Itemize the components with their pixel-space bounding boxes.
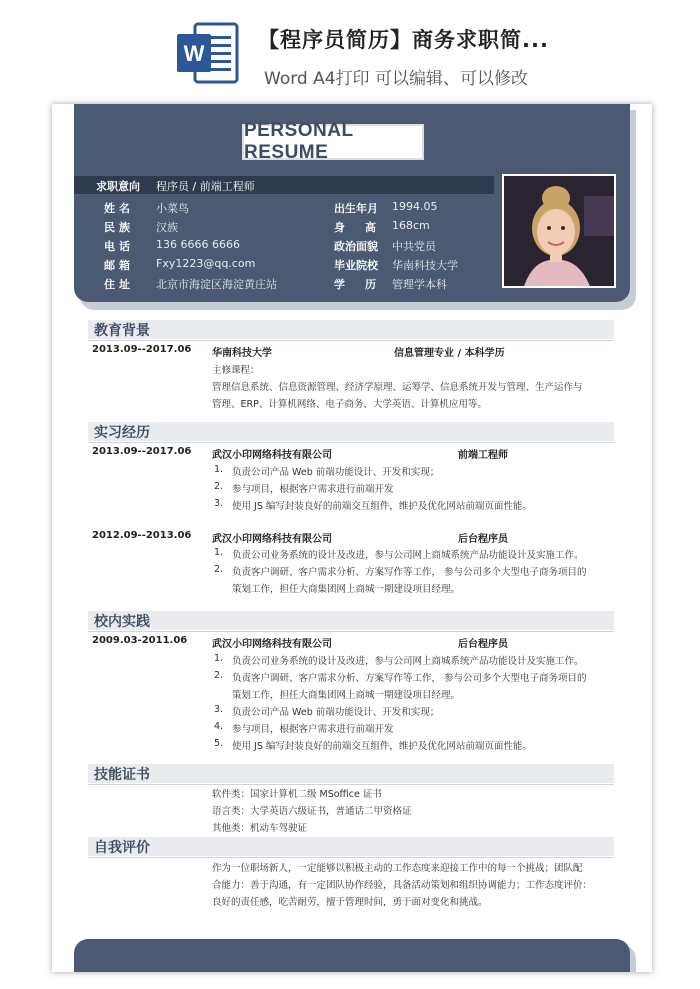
campus-item: 参与项目，根据客户需求进行前端开发 [232,724,394,735]
section-divider [88,631,614,632]
degree-label: 学历 [334,278,396,291]
self-eval-line: 作为一位职场新人，一定能够以积极主动的工作态度来迎接工作中的每一个挑战；团队配 [212,863,583,874]
list-number: 2. [214,481,224,492]
job-company: 武汉小印网络科技有限公司 [212,450,332,461]
height-value: 168cm [392,219,430,232]
list-number: 3. [214,704,224,715]
list-number: 2. [214,564,224,575]
list-number: 5. [214,738,224,749]
self-eval-section-bar [88,837,614,856]
birth-label: 出生年月 [334,202,378,215]
job-date: 2012.09--2013.06 [92,530,192,541]
intent-value: 程序员 / 前端工程师 [156,180,255,193]
phone-label: 电话 [104,240,134,253]
job-role: 后台程序员 [458,534,508,545]
political-value: 中共党员 [392,240,436,253]
education-major: 信息管理专业 / 本科学历 [394,348,505,359]
campus-item: 负责公司产品 Web 前端功能设计、开发和实现； [232,707,440,718]
job-item: 负责公司产品 Web 前端功能设计、开发和实现； [232,467,440,478]
resume-page [52,104,652,972]
email-value: Fxy1223@qq.com [156,257,256,270]
section-divider [88,340,614,341]
skills-line: 软件类：国家计算机二级 MSoffice 证书 [212,789,382,800]
campus-heading: 校内实践 [94,614,150,630]
document-subtitle: Word A4打印 可以编辑、可以修改 [264,69,528,89]
name-value: 小菜鸟 [156,202,189,215]
phone-value: 136 6666 6666 [156,238,240,251]
word-document-icon [175,20,241,86]
school-value: 华南科技大学 [392,259,458,272]
skills-heading: 技能证书 [94,767,150,783]
intent-label: 求职意向 [96,180,140,193]
section-divider [88,784,614,785]
courses-line: 管理信息系统、信息资源管理、经济学原理、运筹学、信息系统开发与管理、生产运作与 [212,382,583,393]
campus-item: 负责客户调研、客户需求分析、方案写作等工作， 参与公司多个大型电子商务项目的 [232,673,587,684]
job-item: 使用 JS 编写封装良好的前端交互组件，维护及优化网站前端页面性能。 [232,501,532,512]
internship-heading: 实习经历 [94,425,150,441]
campus-date: 2009.03-2011.06 [92,635,188,646]
list-number: 4. [214,721,224,732]
list-number: 2. [214,670,224,681]
profile-photo [502,174,616,288]
education-section-bar [88,320,614,339]
resume-title: PERSONAL RESUME [242,124,424,160]
degree-value: 管理学本科 [392,278,447,291]
list-number: 1. [214,547,224,558]
email-label: 邮箱 [104,259,134,272]
job-item: 策划工作，担任大商集团网上商城一期建设项目经理。 [232,584,461,595]
word-icon-letter: W [183,41,205,66]
job-role: 前端工程师 [458,450,508,461]
internship-section-bar [88,422,614,441]
address-label: 住址 [104,278,134,291]
skills-section-bar [88,764,614,783]
self-eval-heading: 自我评价 [94,840,150,856]
campus-role: 后台程序员 [458,639,508,650]
campus-item: 使用 JS 编写封装良好的前端交互组件，维护及优化网站前端页面性能。 [232,741,532,752]
list-number: 3. [214,498,224,509]
section-divider [88,442,614,443]
courses-line: 管理、ERP、计算机网络、电子商务、大学英语、计算机应用等。 [212,399,487,410]
campus-section-bar [88,611,614,630]
section-divider [88,857,614,858]
self-eval-line: 合能力：善于沟通，有一定团队协作经验，具备活动策划和组织协调能力；工作态度评价： [212,880,593,891]
education-school: 华南科技大学 [212,348,272,359]
campus-item: 负责公司业务系统的设计及改进，参与公司网上商城系统产品功能设计及实施工作。 [232,656,584,667]
address-value: 北京市海淀区海淀黄庄站 [156,278,277,291]
job-item: 负责客户调研、客户需求分析、方案写作等工作， 参与公司多个大型电子商务项目的 [232,567,587,578]
resume-footer-panel [74,939,630,972]
ethnicity-label: 民族 [104,221,134,234]
education-heading: 教育背景 [94,323,150,339]
height-label: 身高 [334,221,396,234]
job-company: 武汉小印网络科技有限公司 [212,534,332,545]
job-item: 负责公司业务系统的设计及改进，参与公司网上商城系统产品功能设计及实施工作。 [232,550,584,561]
ethnicity-value: 汉族 [156,221,178,234]
campus-company: 武汉小印网络科技有限公司 [212,639,332,650]
self-eval-line: 良好的责任感，吃苦耐劳，擅于管理时间，勇于面对变化和挑战。 [212,897,488,908]
document-header [0,0,700,100]
political-label: 政治面貌 [334,240,378,253]
job-date: 2013.09--2017.06 [92,446,192,457]
list-number: 1. [214,464,224,475]
skills-line: 语言类：大学英语六级证书，普通话二甲资格证 [212,806,412,817]
education-date: 2013.09--2017.06 [92,344,192,355]
document-title: 【程序员简历】商务求职简... [258,28,549,52]
skills-line: 其他类：机动车驾驶证 [212,823,308,834]
birth-value: 1994.05 [392,200,438,213]
school-label: 毕业院校 [334,259,378,272]
courses-label: 主修课程： [212,365,260,376]
list-number: 1. [214,653,224,664]
job-item: 参与项目，根据客户需求进行前端开发 [232,484,394,495]
campus-item: 策划工作，担任大商集团网上商城一期建设项目经理。 [232,690,461,701]
name-label: 姓名 [104,202,134,215]
